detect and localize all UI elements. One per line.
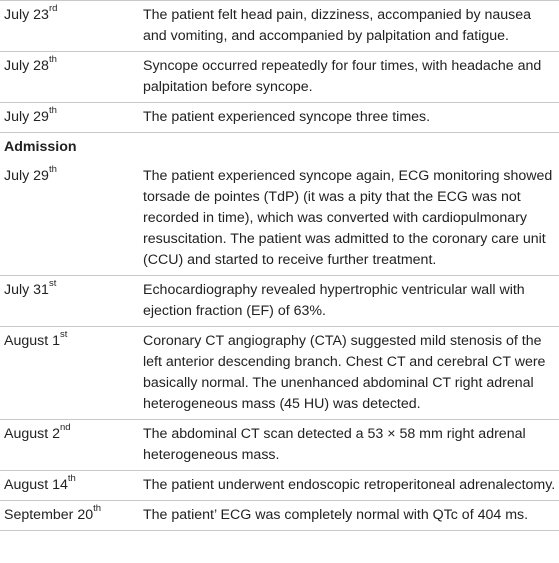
date-cell xyxy=(0,162,139,276)
date-suffix: st xyxy=(48,278,57,290)
event-description: Echocardiography revealed hypertrophic ventricular wall with ejection fraction (EF) of 63%. xyxy=(139,276,559,327)
date-suffix: th xyxy=(48,164,57,176)
table-row xyxy=(0,471,559,501)
date-suffix: rd xyxy=(48,3,58,15)
table-row xyxy=(0,327,559,420)
event-description: The patient felt head pain, dizziness, accompanied by nausea and vomiting, and accompanied by palpitation and fatigue. xyxy=(139,1,559,52)
event-description: The patient experienced syncope again, ECG monitoring showed torsade de pointes (TdP) (it was a pity that the ECG was not recorded in time), which was converted with cardiopulmonary resuscitation. The patient was admitted to the coronary care unit (CCU) and started to receive further treatment. xyxy=(139,162,559,276)
date-cell xyxy=(0,1,139,52)
event-description: The abdominal CT scan detected a 53 × 58 mm right adrenal heterogeneous mass. xyxy=(139,420,559,471)
date-text: July 29 xyxy=(4,109,49,125)
table-row xyxy=(0,1,559,52)
date-cell xyxy=(0,501,139,531)
date-text: August 14 xyxy=(4,477,68,493)
date-text: July 28 xyxy=(4,58,49,74)
date-suffix: th xyxy=(48,105,57,117)
date-text: July 31 xyxy=(4,282,49,298)
date-suffix: th xyxy=(48,54,57,66)
date-cell xyxy=(0,327,139,420)
table-row xyxy=(0,52,559,103)
table-row xyxy=(0,103,559,133)
table-row xyxy=(0,501,559,531)
event-description: Syncope occurred repeatedly for four times, with headache and palpitation before syncope. xyxy=(139,52,559,103)
section-row xyxy=(0,133,559,163)
table-row xyxy=(0,276,559,327)
section-heading: Admission xyxy=(4,139,77,155)
event-description: The patient underwent endoscopic retroperitoneal adrenalectomy. xyxy=(139,471,559,501)
date-cell xyxy=(0,420,139,471)
date-cell xyxy=(0,276,139,327)
date-cell xyxy=(0,52,139,103)
date-text: September 20 xyxy=(4,507,94,523)
date-cell xyxy=(0,103,139,133)
event-description: The patient’ ECG was completely normal with QTc of 404 ms. xyxy=(139,501,559,531)
date-text: July 29 xyxy=(4,168,49,184)
date-suffix: nd xyxy=(60,422,71,434)
event-description: Coronary CT angiography (CTA) suggested mild stenosis of the left anterior descending branch. Chest CT and cerebral CT were basically normal. The unenhanced abdominal CT right adrenal heterogeneous mass (45 HU) was detected. xyxy=(139,327,559,420)
date-suffix: th xyxy=(67,473,76,485)
timeline-body xyxy=(0,1,559,531)
table-row xyxy=(0,420,559,471)
event-description: The patient experienced syncope three times. xyxy=(139,103,559,133)
date-text: August 2 xyxy=(4,426,61,442)
date-cell xyxy=(0,471,139,501)
table-row xyxy=(0,162,559,276)
date-suffix: st xyxy=(60,329,68,341)
date-suffix: th xyxy=(93,503,102,515)
date-text: August 1 xyxy=(4,333,61,349)
date-text: July 23 xyxy=(4,7,49,23)
